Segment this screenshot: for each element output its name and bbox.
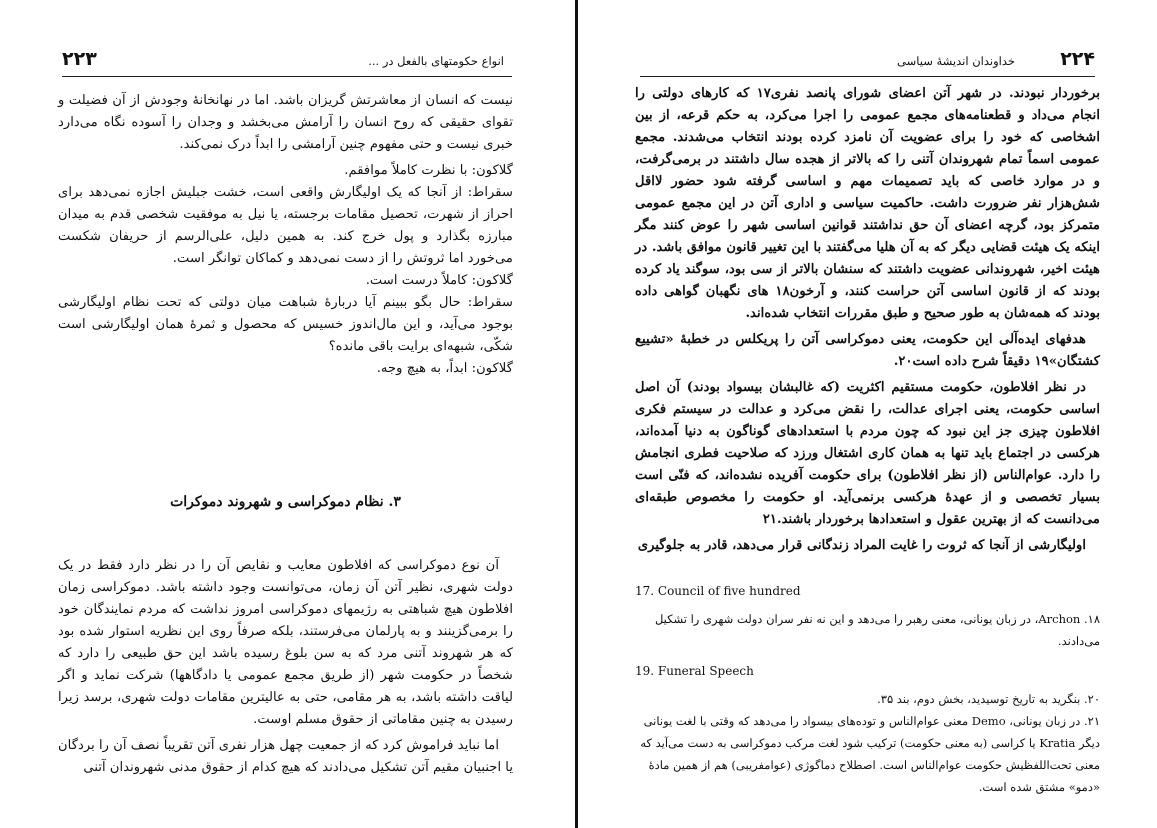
footnote-17: 17. Council of five hundred xyxy=(635,584,801,598)
dialogue-continuation: نیست که انسان از معاشرتش گریزان باشد. اما در نهانخانهٔ وجودش از آن فضیلت و تقوای حقیقی که روح انسان را آرامش می‌بخشد و وجدان را آسوده نگاه می‌دارد خبری نیست و حتی مفهوم چنین آرامشی را ابداً درک نمی‌کند. xyxy=(58,93,513,152)
right-body xyxy=(635,83,1100,561)
paragraph: اولیگارشی از آنجا که ثروت را غایت المراد زندگانی قرار می‌دهد، قادر به جلوگیری xyxy=(637,538,1086,553)
paragraph: در نظر افلاطون، حکومت مستقیم اکثریت (که غالبشان بیسواد بودند) آن اصل اساسی حکومت، یعنی اجرای عدالت، را نقض می‌کرد و عدالت در سیستم فکری افلاطون چیزی جز این نبود که چون مردم با استعدادهای گوناگون به دنیا آمده‌اند، هرکسی در اجتماع باید تنها به همان کاری اشتغال ورزد که صلاحیت فطری انجامش را دارد. عوام‌الناس (از نظر افلاطون) برای حکومت آفریده نشده‌اند، که فنّی است بسیار تخصصی و از عهدهٔ هرکسی برنمی‌آید. او حکومت را مخصوص طبقه‌ای می‌دانست که از بهترین عقول و استعدادها برخوردار باشند.۲۱ xyxy=(635,380,1100,527)
left-page xyxy=(0,0,575,828)
paragraph: برخوردار نبودند. در شهر آتن اعضای شورای پانصد نفری۱۷ که کارهای دولتی را انجام می‌داد و قطعنامه‌های مجمع عمومی را اجرا می‌کرد، به حکم قرعه، از بین اشخاصی که خود را برای عضویت آن نامزد کرده بودند انتخاب می‌شدند. مجمع عمومی اسماً تمام شهروندان آتنی را که بالاتر از هجده سال داشتند در برمی‌گرفت، و در موارد خاصی که باید تصمیمات مهم و اساسی گرفته شود حضور لااقل شش‌هزار نفر ضرورت داشت. حاکمیت سیاسی و اداری آتن در این مجمع عمومی متمرکز بود، گرچه اعضای آن حق نداشتند قوانین اساسی شهر را عوض کنند مگر اینکه یک هیئت قضایی دیگر که به آن هلیا می‌گفتند با این تغییر قانون موافق باشد. در هیئت اخیر، شهروندانی عضویت داشتند که سنشان بالاتر از سی بود، سوگند یاد کرده بودند که از قانون اساسی آتن حراست کنند، و آرخون۱۸ های نگهبان گواهی داده بودند که همه‌شان به طور صحیح و طبق مقررات انتخاب شده‌اند. xyxy=(635,86,1100,321)
dialogue-line: سقراط: حال بگو ببینم آیا دربارهٔ شباهت میان دولتی که تحت نظام اولیگارشی بوجود می‌آید، و این مال‌اندوز خسیس که محصول و ثمرهٔ همان اولیگارشی است شکّی، شبهه‌ای برایت باقی مانده؟ xyxy=(58,295,513,354)
right-page-number: ۲۲۴ xyxy=(1060,48,1095,70)
right-page xyxy=(580,0,1157,828)
paragraph: اما نباید فراموش کرد که از جمعیت چهل هزار نفری آتن تقریباً نصف آن را بردگان یا اجنبیان مقیم آتن تشکیل می‌دادند که هیچ کدام از حقوق مدنی شهروندان آتنی xyxy=(58,738,513,775)
paragraph: آن نوع دموکراسی که افلاطون معایب و نقایص آن را در نظر دارد فقط در یک دولت شهری، نظیر آتن آن زمان، می‌توانست وجود داشته باشد. دموکراسی زمان افلاطون هیچ شباهتی به رژیمهای دموکراسی امروز نداشت که مردم نمایندگان خود را برمی‌گزینند و به پارلمان می‌فرستند، بلکه صرفاً روی این نظریه استوار شده بود که هر شهروند آتنی مرد که به سن بلوغ رسیده باشد این حق طبیعی را دارد که شخصاً در حکومت شهر (از طریق مجمع عمومی یا دادگاهها) شرکت نماید و اگر لیاقت داشته باشد، به هر مقامی، حتی به عالیترین مقامات دولت شهری، برسد زیرا رسیدن به چنین مقاماتی از حقوق مسلم اوست. xyxy=(58,558,513,727)
footnotes xyxy=(635,580,1100,798)
dialogue-line: سقراط: از آنجا که یک اولیگارش واقعی است، خشت جبلیش اجازه نمی‌دهد برای احراز از شهرت، تحصیل مقامات برجسته، یا نیل به موفقیت شخصی قدم به میدان مبارزه بگذارد و پول خرج کند. به همین دلیل، علی‌الرسم از حریفان شکست می‌خورد اما ثروتش را از دست نمی‌دهد و کماکان توانگر است. xyxy=(58,185,513,266)
footnote-20: ۲۰. بنگرید به تاریخ توسیدید، بخش دوم، بند ۳۵. xyxy=(877,692,1100,706)
left-section-body xyxy=(58,555,513,783)
dialogue-line: گلاکون: ابداً، به هیچ وجه. xyxy=(376,361,513,376)
footnote-19: 19. Funeral Speech xyxy=(635,664,754,678)
section-heading: ۳. نظام دموکراسی و شهروند دموکرات xyxy=(170,494,401,510)
right-page-header xyxy=(640,48,1095,77)
dialogue-line: گلاکون: کاملاً درست است. xyxy=(365,273,513,288)
footnote-21: ۲۱. در زبان یونانی، Demo معنی عوام‌الناس و توده‌های بیسواد را می‌دهد که وقتی با لغت یونانی دیگر Kratia یا کراسی (به معنی حکومت) ترکیب شود لغت مرکب دموکراسی به دست می‌آید که معنی تحت‌اللفظیش حکومت عوام‌الناس است. اصطلاح دماگوژی (عوامفریبی) هم از همین مادهٔ «دمو» مشتق شده است. xyxy=(640,714,1100,794)
dialogue-line: گلاکون: با نظرت کاملاً موافقم. xyxy=(344,163,513,178)
book-gutter xyxy=(575,0,578,828)
left-running-title: انواع حکومتهای بالفعل در ... xyxy=(368,54,504,68)
footnote-18: ۱۸. Archon، در زبان یونانی، معنی رهبر را می‌دهد و این نه نفر سران دولت شهری را تشکیل می‌دادند. xyxy=(654,612,1100,648)
left-page-number: ۲۲۳ xyxy=(62,48,97,70)
left-page-header xyxy=(62,48,512,77)
paragraph: هدفهای ایده‌آلی این حکومت، یعنی دموکراسی آتن را پریکلس در خطبهٔ «تشییع کشتگان»۱۹ دقیقاً شرح داده است۲۰. xyxy=(635,332,1100,369)
right-running-title: خداوندان اندیشهٔ سیاسی xyxy=(897,54,1015,68)
left-dialogue xyxy=(58,90,513,380)
